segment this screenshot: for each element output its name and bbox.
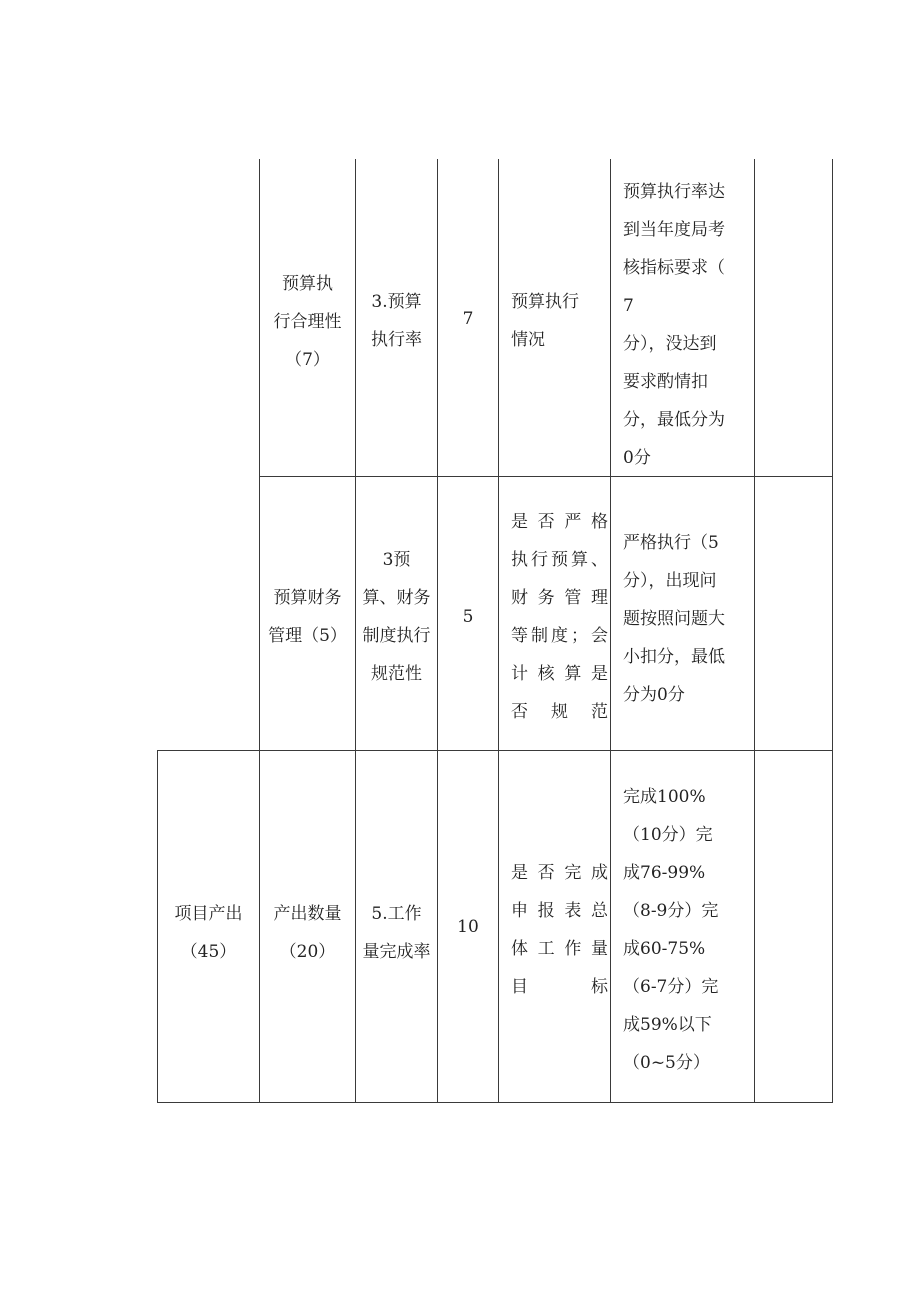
standard-cell: [623, 778, 753, 1082]
evaluation-table: [157, 159, 833, 1103]
secondary-indicator-cell: [260, 893, 355, 973]
score-cell: [438, 597, 498, 637]
table-border-bottom: [157, 1102, 833, 1103]
indicator-text: 5.工作 量完成率: [362, 904, 431, 962]
score-cell: [438, 907, 498, 947]
indicator-text: 3.预算 执行率: [371, 292, 422, 350]
primary-indicator-cell: [158, 893, 259, 973]
indicator-cell: [356, 893, 437, 973]
content-text: 预算执行 情况: [511, 292, 579, 350]
secondary-indicator-text: 预算执 行合理性 （7）: [273, 274, 342, 370]
secondary-indicator-cell: [260, 262, 355, 382]
primary-indicator-text: 项目产出 （45）: [174, 904, 243, 962]
score-text: 10: [457, 917, 479, 937]
secondary-indicator-text: 产出数量 （20）: [273, 904, 342, 962]
standard-cell: [623, 523, 753, 715]
secondary-indicator-text: 预算财务 管理（5）: [268, 588, 347, 646]
note-cell: [755, 159, 832, 476]
content-text: 是否完成 申报表总 体工作量 目标: [511, 863, 608, 997]
standard-text: 严格执行（5 分），出现问 题按照问题大 小扣分，最低 分为0分: [623, 533, 725, 705]
score-cell: [438, 299, 498, 339]
column-divider: [610, 159, 611, 1103]
table-border-right: [832, 159, 833, 1103]
note-cell: [755, 751, 832, 1102]
note-cell: [755, 477, 832, 750]
standard-text: 完成100% （10分）完 成76-99% （8-9分）完 成60-75% （6-7分）完 成59%以下 （0~5分）: [623, 787, 719, 1073]
score-text: 7: [462, 309, 474, 329]
indicator-text: 3预 算、财务 制度执行 规范性: [362, 550, 431, 684]
content-text: 是否严格 执行预算、 财务管理 等制度；会 计核算是 否规范: [511, 512, 608, 722]
standard-text: 预算执行率达 到当年度局考 核指标要求（ 7 分），没达到 要求酌情扣 分，最低分为 0分: [623, 182, 725, 468]
content-cell: [511, 502, 608, 732]
content-cell: [511, 281, 607, 361]
indicator-cell: [356, 281, 437, 361]
score-text: 5: [462, 607, 474, 627]
secondary-indicator-cell: [260, 577, 355, 657]
row-divider: [157, 750, 833, 751]
content-cell: [511, 854, 608, 1006]
standard-cell: [623, 173, 753, 477]
column-divider: [498, 159, 499, 1103]
indicator-cell: [356, 539, 437, 695]
